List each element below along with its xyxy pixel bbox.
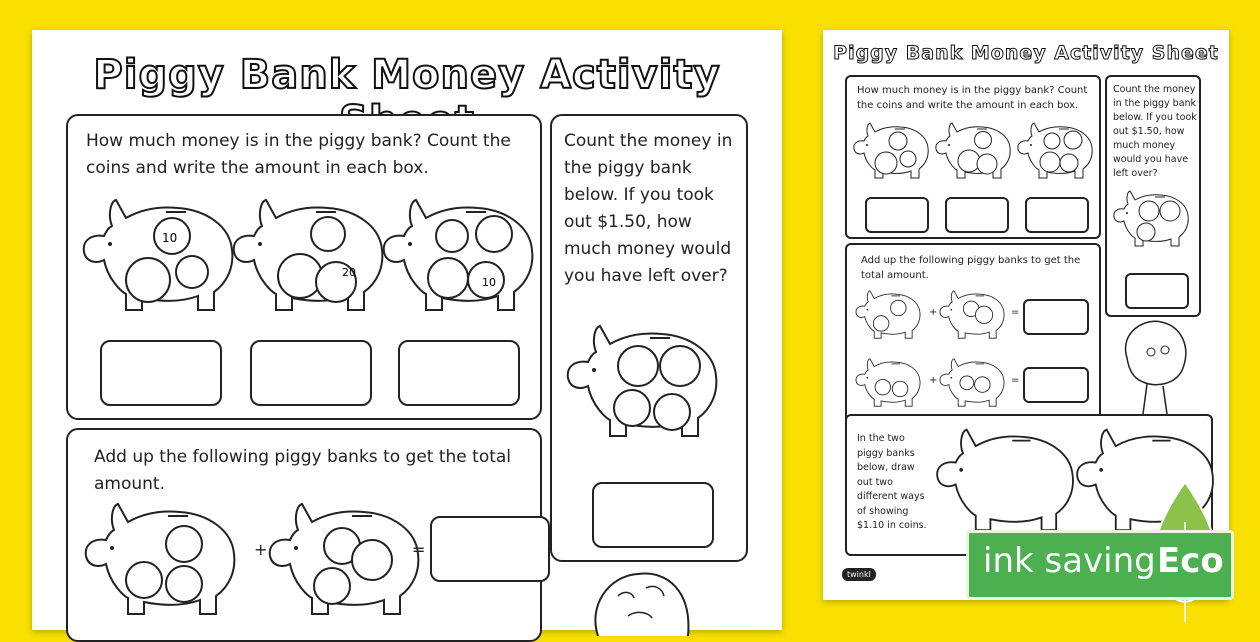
preview-answer-2[interactable] <box>945 197 1009 233</box>
preview-answer-add-2[interactable] <box>1023 367 1089 403</box>
add-up-question: Add up the following piggy banks to get the total amount. <box>94 447 512 494</box>
answer-box-2[interactable] <box>250 340 372 406</box>
preview-plus-1: + <box>929 307 938 318</box>
preview-equals-1: = <box>1011 307 1020 318</box>
piggy-bank-2 <box>232 196 384 312</box>
preview-pig-3 <box>1017 121 1093 179</box>
piggy-bank-5 <box>84 500 236 616</box>
draw-piggy-bank-1[interactable] <box>935 426 1075 532</box>
preview-count-question: How much money is in the piggy bank? Count the coins and write the amount in each box. <box>857 85 1088 111</box>
preview-pig-8 <box>939 357 1005 407</box>
preview-add-up-panel <box>845 243 1101 435</box>
take-out-panel <box>550 114 748 562</box>
preview-answer-add-1[interactable] <box>1023 299 1089 335</box>
take-out-question: Count the money in the piggy bank below. If you took out $1.50, how much money would you have left over? <box>564 131 733 286</box>
answer-box-add-1[interactable] <box>430 516 550 582</box>
plus-sign: + <box>254 540 268 559</box>
preview-plus-2: + <box>929 375 938 386</box>
preview-add-up-question: Add up the following piggy banks to get the total amount. <box>861 255 1081 281</box>
answer-box-1[interactable] <box>100 340 222 406</box>
count-coins-question: How much money is in the piggy bank? Count the coins and write the amount in each box. <box>86 131 511 178</box>
worksheet-large <box>32 30 782 630</box>
preview-pig-5 <box>855 289 921 339</box>
equals-sign: = <box>412 540 426 559</box>
answer-box-3[interactable] <box>398 340 520 406</box>
coin-label: 20 <box>342 266 356 279</box>
ink-saving-label: ink saving <box>983 541 1156 581</box>
coin-label: 10 <box>482 276 496 289</box>
answer-box-take-out[interactable] <box>592 482 714 548</box>
preview-answer-3[interactable] <box>1025 197 1089 233</box>
preview-count-panel <box>845 75 1101 239</box>
preview-pig-6 <box>939 289 1005 339</box>
piggy-bank-1 <box>82 196 234 312</box>
preview-answer-1[interactable] <box>865 197 929 233</box>
preview-pig-7 <box>855 357 921 407</box>
ink-saving-badge <box>966 530 1234 600</box>
preview-answer-take-out[interactable] <box>1125 273 1189 309</box>
preview-brain-mascot-icon <box>1119 318 1189 418</box>
brain-mascot-icon <box>588 566 698 636</box>
preview-pig-2 <box>935 121 1011 179</box>
piggy-bank-6 <box>268 500 420 616</box>
add-up-panel <box>66 428 542 642</box>
preview-take-out-panel <box>1105 75 1201 317</box>
coin-label: 10 <box>162 231 178 245</box>
preview-title: Piggy Bank Money Activity Sheet <box>833 42 1219 64</box>
piggy-bank-4 <box>566 322 718 438</box>
preview-pig-4 <box>1113 189 1189 247</box>
eco-label: Eco <box>1157 541 1224 581</box>
preview-draw-question: In the two piggy banks below, draw out two different ways of showing $1.10 in coins. <box>857 433 927 531</box>
piggy-bank-3 <box>382 196 534 312</box>
preview-pig-1 <box>853 121 929 179</box>
twinkl-logo: twinkl <box>842 568 876 581</box>
preview-take-out-question: Count the money in the piggy bank below. If you took out $1.50, how much money would you have left over? <box>1113 84 1197 179</box>
count-coins-panel <box>66 114 542 420</box>
preview-equals-2: = <box>1011 375 1020 386</box>
page-title: Piggy Bank Money Activity <box>93 52 721 98</box>
